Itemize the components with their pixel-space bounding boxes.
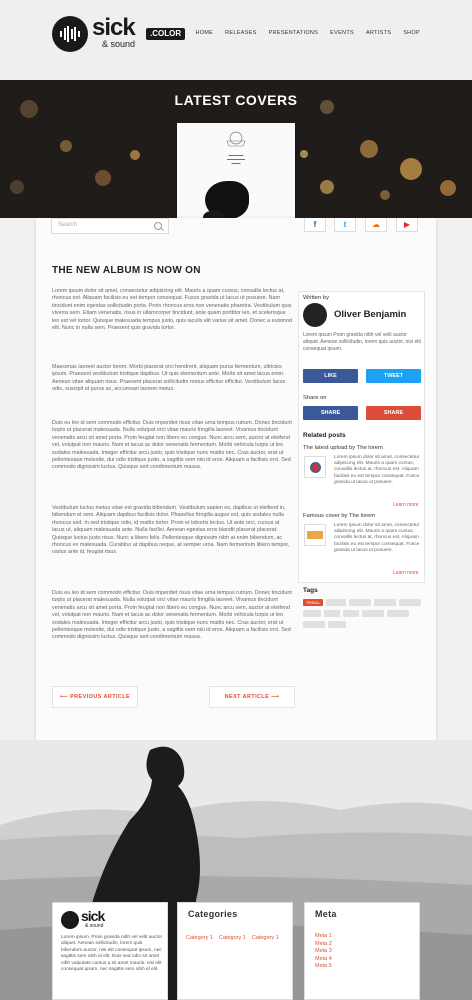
tweet-button[interactable]	[366, 369, 421, 383]
like-label: LIKE	[324, 373, 337, 379]
meta-link[interactable]: Meta 3	[315, 948, 332, 955]
search-icon[interactable]	[154, 222, 162, 230]
learn-more-link[interactable]: Learn more	[393, 502, 419, 508]
color-badge: .COLOR	[146, 28, 185, 40]
post-paragraph: Vestibulum luctus metus vitae est gravida bibendum. Vestibulum sapien ex, dapibus ut eleifend in, bibendum et sem. Aliquam dapibus facilisis dolor. Phasellus fringilla augue est, quis sodales nulla rhoncus sed. In sed tristique odio, id mattis tortor. Proin et lobortis lectus. Ut ante orci, cursus at lacus ut, aliquam malesuada ante. Nulla facilisi. Aenean egestas eros blandit placerat placerat. Quisque luctus justo risus. Nunc a libero felis. Pellentesque dignissim nibh at enim bibendum, ac rhoncus ex malesuada. Curabitur at dapibus neque, at semper urna. Nam fermentum libero tempor, varius ante id, feugiat risus.	[52, 505, 290, 556]
googleplus-share-button[interactable]	[366, 406, 421, 420]
youtube-icon[interactable]: ▶	[396, 218, 418, 232]
facebook-icon[interactable]: f	[304, 218, 326, 232]
related-post-excerpt: Lorem ipsum dolor sit amet, consectetur adipiscing elit. Mauris a quam cursus, convallis lectus at, rhoncus est. Aliquam facilisis eu est tempor consequat. Fusce gravida ut lacus ut posuere.	[334, 455, 420, 485]
tweet-label: TWEET	[383, 373, 404, 379]
meta-list	[315, 933, 332, 971]
tag-chip[interactable]	[362, 610, 384, 617]
cover-text: ▬▬▬▬▬ ▬▬▬▬▬▬ ▬▬▬	[227, 153, 245, 165]
meta-link[interactable]: Meta 5	[315, 963, 332, 970]
share-label: SHARE	[383, 410, 404, 416]
main-nav	[195, 30, 420, 36]
related-post-excerpt: Lorem ipsum dolor sit amet, consectetur adipiscing elit. Mauris a quam cursus, convallis lectus at, rhoncus est. Aliquam facilisis eu est tempor consequat. Fusce gravida ut lacus ut posuere.	[334, 523, 420, 553]
meta-link[interactable]: Meta 2	[315, 940, 332, 947]
categories-heading: Categories	[188, 909, 238, 919]
hero-title: LATEST COVERS	[174, 92, 298, 108]
post-paragraph: Duis eu leo id sem commodo efficitur. Duis imperdiet risus vitae urna tempus rutrum. Donec tincidunt turpis ut placerat malesuada. Nulla volutpat orci vitae mauris fringilla laoreet. Vivamus tincidunt venenatis arcu sit amet porta. Proin feugiat non libero eu congue. Nunc arcu sem, auctor at eleifend vel, volutpat non mauris. Nam et lacus ac dolor venenatis fermentum. Morbi vehicula turpis ut leo sodales malesuada. Integer efficitur arcu justo, quis tristique nunc mattis nec. Cras auctor, erat ut pellentesque molestie, dui odio tristique justo, a sagittis sem nisi id eros. Aliquam a facilisis orci. Sed commodo dignissim luctus. Quisque sed condimentum massa.	[52, 590, 292, 641]
logo-subword: & sound	[102, 39, 136, 49]
nav-home[interactable]: HOME	[195, 30, 214, 36]
related-post-thumbnail[interactable]	[304, 524, 326, 546]
search-input[interactable]	[51, 218, 169, 234]
tag-chip[interactable]	[303, 610, 321, 617]
tag-chip[interactable]: TRIBAL	[303, 599, 323, 606]
related-posts-heading: Related posts	[303, 432, 346, 439]
logo-word: sick	[92, 14, 135, 41]
nav-shop[interactable]: SHOP	[403, 30, 420, 36]
share-on-label: Share on	[303, 395, 327, 401]
related-post-thumbnail[interactable]	[304, 456, 326, 478]
tag-chip[interactable]	[326, 599, 346, 606]
share-label: SHARE	[320, 410, 341, 416]
tag-chip[interactable]	[328, 621, 346, 628]
footer-meta-card	[304, 902, 420, 1000]
footer-about-card	[52, 902, 168, 1000]
author-avatar[interactable]	[303, 303, 327, 327]
related-post-title[interactable]: The latest upload by The lorem	[303, 445, 383, 451]
tag-chip[interactable]	[387, 610, 409, 617]
footer-about-text: Lorem ipsum. Proin gravida nibh vel velit auctor aliquet. Aenean sollicitudin, lorem quis bibendum auctor, nisi elit consequat ipsum, nec sagittis sem nibh id elit. Duis sed odio sit amet nibh vulputate cursus a sit amet mauris. nisi elit consequat ipsum, nec sagittis sem nibh id elit.	[61, 935, 163, 973]
post-paragraph: Duis eu leo id sem commodo efficitur. Duis imperdiet risus vitae urna tempus rutrum. Donec tincidunt turpis ut placerat malesuada. Nulla volutpat orci vitae mauris fringilla laoreet. Vivamus tincidunt venenatis arcu sit amet porta. Proin feugiat non libero eu congue. Nunc arcu sem, auctor at eleifend vel, volutpat non mauris. Nam et lacus ac dolor venenatis fermentum. Morbi vehicula turpis ut leo sodales malesuada. Integer efficitur arcu justo, quis tristique nunc mattis nec. Cras auctor, erat ut pellentesque molestie, dui odio tristique justo, a sagittis sem nisi id eros. Aliquam a facilisis orci. Sed commodo dignissim luctus. Quisque sed condimentum massa.	[52, 420, 292, 471]
author-bio: Lorem ipsum Proin gravida nibh vel velit auctor aliquet. Aenean sollicitudin, lorem quis auctor, nisi elit consequat ipsum.	[303, 332, 421, 352]
category-link[interactable]: Category 1	[218, 935, 246, 941]
nav-presentations[interactable]: PRESENTATIONS	[268, 30, 319, 36]
meta-link[interactable]: Meta 4	[315, 955, 332, 962]
nav-releases[interactable]: RELEASES	[225, 30, 257, 36]
tag-chip[interactable]	[374, 599, 396, 606]
tag-chip[interactable]	[343, 610, 359, 617]
search-placeholder: Search	[58, 222, 78, 228]
footer-logo-mark	[61, 911, 79, 929]
category-link[interactable]: Category 1	[186, 935, 213, 941]
footer-logo-subword: & sound	[85, 923, 104, 929]
category-link[interactable]: Category 1	[251, 935, 279, 941]
post-paragraph: Lorem ipsum dolor sit amet, consectetur adipiscing elit. Mauris a quam cursus, convallis lectus at, rhoncus est. Aliquam facilisis eu est tempor consequat. Fusce gravida ut lacus ut posuere. Nam tincidunt enim egestas sollicitudin porta. Proin rhoncus eros non venenatis pharetra. Vestibulum quis viverra sem. Etiam venenatis, risus in ullamcorper tincidunt, ante quam porttitor leo, et scelerisque leo est vel tortor. Quisque malesuada tempus justo, quis iaculis elit varius sit amet. Donec a euismod elit. Nunc in nulla sem. Praesent quis gravida tortor.	[52, 288, 292, 332]
written-by-label: Written by	[303, 295, 329, 301]
twitter-icon[interactable]: t	[334, 218, 356, 232]
post-title: THE NEW ALBUM IS NOW ON	[52, 265, 201, 276]
author-name[interactable]: Oliver Benjamin	[334, 309, 407, 320]
like-button[interactable]	[303, 369, 358, 383]
footer-categories-card	[177, 902, 293, 1000]
nav-events[interactable]: EVENTS	[330, 30, 354, 36]
category-list	[186, 935, 279, 941]
meta-heading: Meta	[315, 909, 337, 919]
tag-chip[interactable]	[399, 599, 421, 606]
related-post-title[interactable]: Famous cover by The lorem	[303, 513, 376, 519]
tag-chip[interactable]	[303, 621, 325, 628]
footer-logo-word: sick	[81, 908, 105, 924]
tags-heading: Tags	[303, 587, 318, 594]
soundcloud-icon[interactable]: ☁	[365, 218, 387, 232]
meta-link[interactable]: Meta 1	[315, 933, 332, 939]
post-paragraph: Maecenas laoreet auctor lorem. Morbi placerat orci hendrerit, aliquam purus fermentum, ultricies ipsum. Praesent vestibulum tristique dapibus. Ut quis elementum ante. Morbi sit amet lacus enim. Aenean vitae aliquam risus. Praesent placerat sollicitudin metus efficitur efficitur. Vestibulum lacus odio, suscipit ut purus ac, accumsan laoreet metus.	[52, 364, 286, 393]
next-article-button[interactable]: NEXT ARTICLE ⟶	[209, 686, 295, 708]
nav-artists[interactable]: ARTISTS	[365, 30, 392, 36]
learn-more-link[interactable]: Learn more	[393, 570, 419, 576]
tag-chip[interactable]	[349, 599, 371, 606]
previous-article-button[interactable]: ⟵ PREVIOUS ARTICLE	[52, 686, 138, 708]
site-logo[interactable]	[52, 16, 142, 52]
soundwave-icon	[60, 26, 80, 42]
crest-icon	[221, 129, 251, 149]
facebook-share-button[interactable]	[303, 406, 358, 420]
tag-chip[interactable]	[324, 610, 340, 617]
